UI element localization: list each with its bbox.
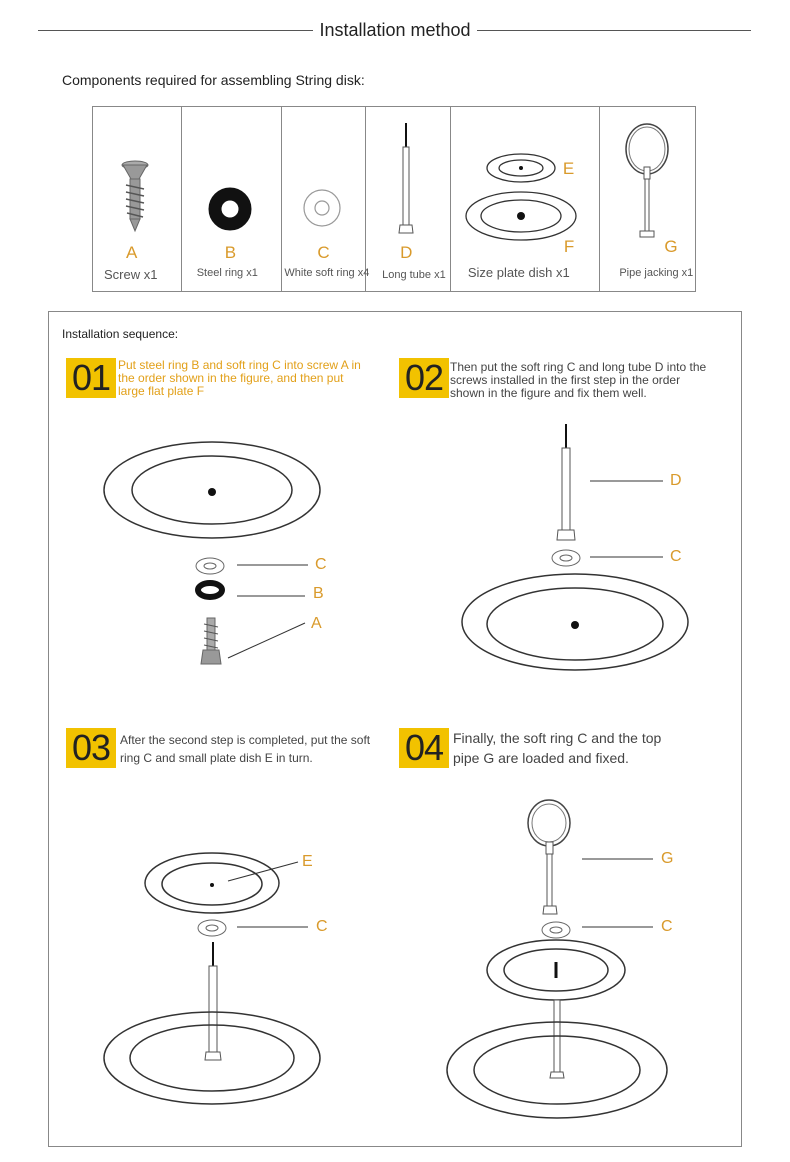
component-letter: D <box>400 243 413 262</box>
diagram-label: B <box>313 585 324 602</box>
step-text: Put steel ring B and soft ring C into screw A in the order shown in the figure, and then put large flat plate F <box>118 358 361 398</box>
diagram-label: E <box>302 853 313 870</box>
component-caption: White soft ring x4 <box>284 267 370 279</box>
step4-tube-segment <box>550 1000 564 1078</box>
step4-small-plate <box>487 940 625 1000</box>
diagram-label: G <box>661 850 674 867</box>
step1-screw-icon <box>201 618 221 664</box>
component-caption: Long tube x1 <box>382 269 446 281</box>
step-text: Finally, the soft ring C and the top pipe G are loaded and fixed. <box>453 730 662 766</box>
step2-large-plate <box>462 574 688 670</box>
step-number: 02 <box>399 358 449 398</box>
sequence-heading: Installation sequence: <box>62 327 179 341</box>
step4-soft-ring <box>542 922 570 938</box>
step-text: Then put the soft ring C and long tube D into the screws installed in the first step in the order shown in the figure and fix them well. <box>450 360 707 400</box>
diagram-label: A <box>311 615 322 632</box>
diagram-label: C <box>316 918 328 935</box>
component-letter: A <box>126 243 138 262</box>
page-title: Installation method <box>0 20 790 41</box>
step3-soft-ring <box>198 920 226 936</box>
step1-steel-ring <box>198 583 222 597</box>
component-letter: F <box>563 237 575 256</box>
diagram-label: C <box>661 918 673 935</box>
diagram-label: C <box>315 556 327 573</box>
diagram-label: C <box>670 548 682 565</box>
component-letter: E <box>562 159 575 178</box>
component-caption: Steel ring x1 <box>196 267 258 279</box>
components-heading: Components required for assembling String disk: <box>62 72 365 88</box>
step1-large-plate <box>104 442 320 538</box>
step1-soft-ring <box>196 558 224 574</box>
step2-long-tube <box>557 424 575 540</box>
component-letter: C <box>317 243 330 262</box>
step-number: 04 <box>399 728 449 768</box>
component-caption: Size plate dish x1 <box>467 265 570 280</box>
step4-pipe-jacking <box>528 800 570 914</box>
component-letter: B <box>224 243 237 262</box>
diagram-label: D <box>670 472 682 489</box>
component-caption: Screw x1 <box>104 267 158 282</box>
step-text: After the second step is completed, put the soft ring C and small plate dish E in turn. <box>120 733 371 765</box>
component-caption: Pipe jacking x1 <box>619 267 694 279</box>
step3-long-tube <box>205 942 221 1060</box>
step2-soft-ring <box>552 550 580 566</box>
step3-small-plate <box>145 853 279 913</box>
step-number: 01 <box>66 358 116 398</box>
component-letter: G <box>664 237 678 256</box>
step-number: 03 <box>66 728 116 768</box>
